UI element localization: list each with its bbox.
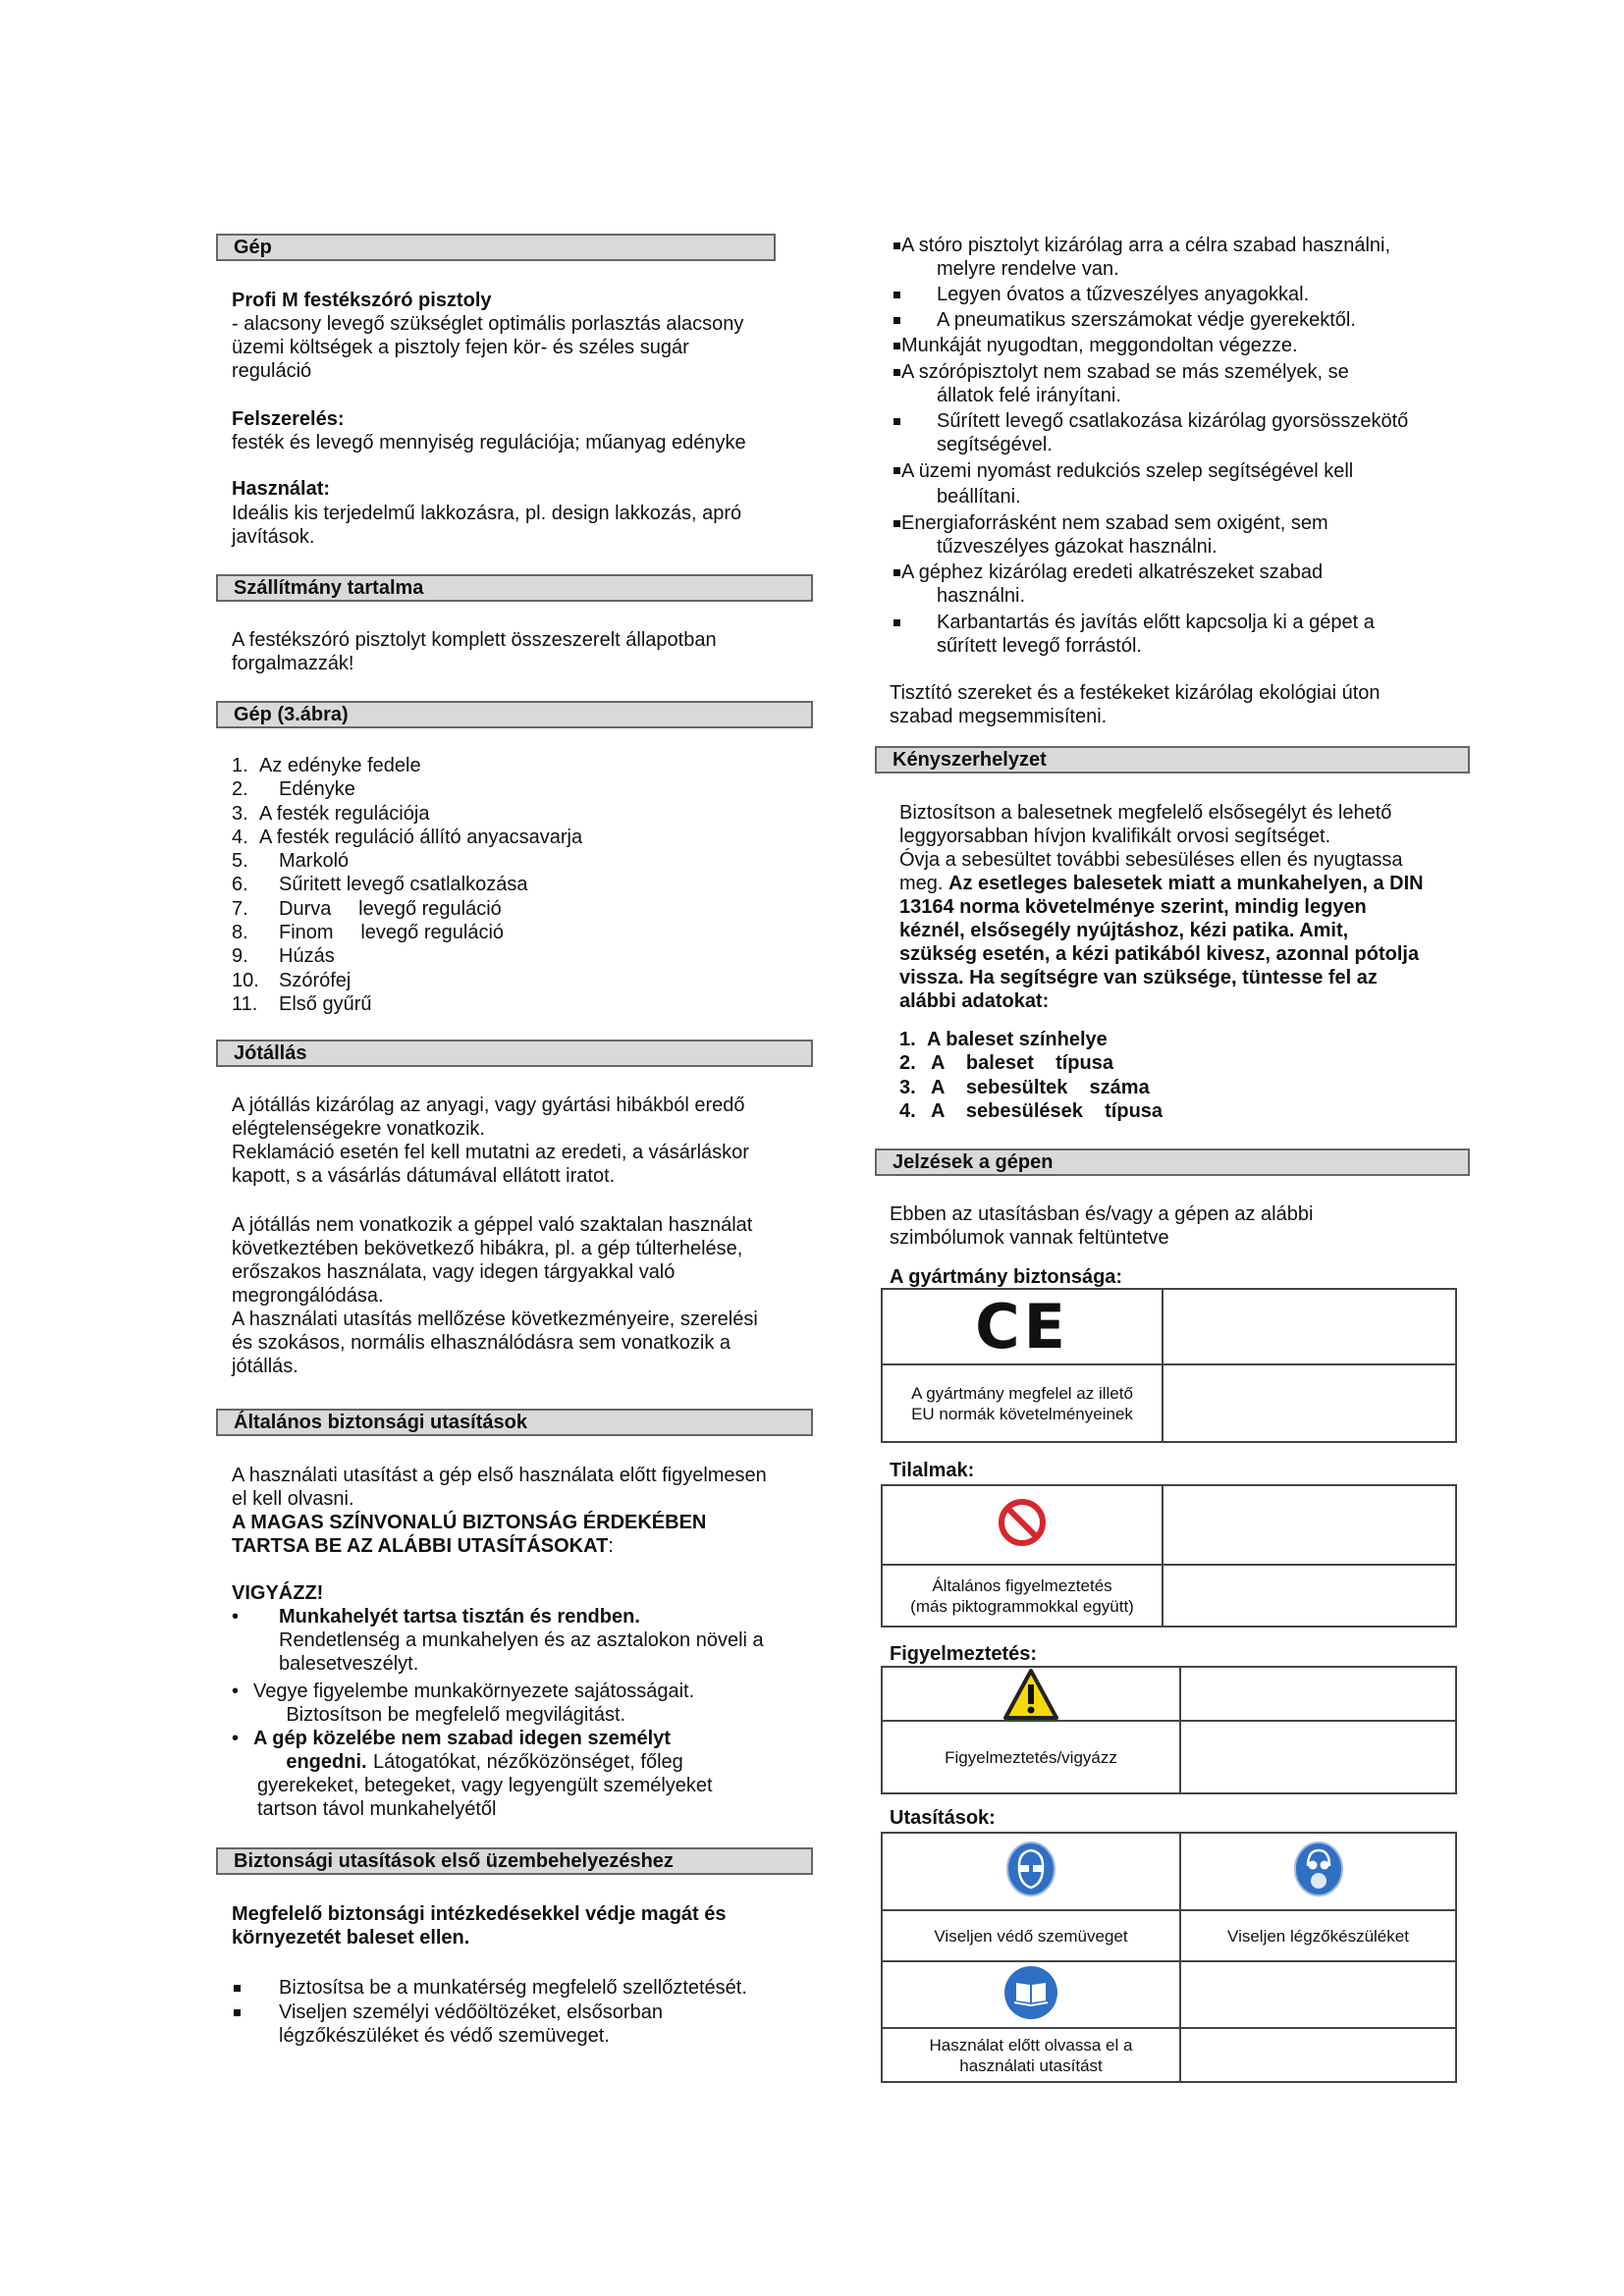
ce-table: [881, 1288, 1457, 1443]
empty-cell: [1180, 1721, 1456, 1793]
list-item: Munkáját nyugodtan, meggondoltan végezze.: [875, 334, 1464, 357]
respirator-icon-cell: [1180, 1833, 1456, 1910]
list-item: 3. A sebesültek száma: [899, 1076, 1150, 1098]
warranty-paragraph-2: A jótállás nem vonatkozik a géppel való szaktalan használat következtében bekövetkező hibákra, pl. a gép túlterhelése, erőszakos használata, vagy idegen tárgyakkal való megrongálódása. A használati utasítás mellőzése következményeire, szerelési és szokásos, normális elhasználódásra sem vonatkozik a jótállás.: [232, 1214, 758, 1377]
manual-icon-cell: [882, 1961, 1180, 2028]
bullet-icon: [234, 2009, 241, 2016]
ce-caption: A gyártmány megfelel az illető EU normák követelményeinek: [882, 1364, 1163, 1442]
caution-item: • Munkahelyét tartsa tisztán és rendben. Rendetlenség a munkahelyen és az asztalokon növeli a balesetveszélyt.: [232, 1606, 764, 1675]
section-header-first-use: Biztonsági utasítások első üzembehelyezéshez: [216, 1847, 813, 1875]
ce-mark-icon: CE: [975, 1290, 1069, 1362]
list-item: A pneumatikus szerszámokat védje gyerekektől.: [875, 308, 1464, 332]
list-item: 4. A festék reguláció állító anyacsavarja: [232, 826, 583, 848]
disposal-text: Tisztító szereket és a festékeket kizárólag ekológiai úton szabad megsemmisíteni.: [890, 682, 1380, 727]
general-bold-notice: A MAGAS SZÍNVONALÚ BIZTONSÁG ÉRDEKÉBEN TARTSA BE AZ ALÁBBI UTASÍTÁSOKAT:: [232, 1512, 707, 1557]
list-item: 6. Sűritett levegő csatlalkozása: [232, 874, 528, 896]
product-title: Profi M festékszóró pisztoly: [232, 290, 492, 311]
list-item: A üzemi nyomást redukciós szelep segítségével kell beállítani.: [875, 458, 1464, 509]
warning-caption: Figyelmeztetés/vigyázz: [882, 1721, 1180, 1793]
list-item: A géphez kizárólag eredeti alkatrészeket szabad használni.: [875, 561, 1464, 608]
bullet-icon: •: [232, 1728, 240, 1749]
equipment-text: festék és levegő mennyiség regulációja; műanyag edényke: [232, 432, 746, 454]
first-use-item: Biztosítsa be a munkatérség megfelelő szellőztetését.: [232, 1976, 782, 2000]
general-intro: A használati utasítást a gép első használata előtt figyelmesen el kell olvasni.: [232, 1465, 767, 1510]
section-header-delivery: Szállítmány tartalma: [216, 574, 813, 602]
emergency-list: [899, 1028, 1449, 1123]
rules-list: [875, 234, 1464, 659]
bullet-icon: •: [232, 1681, 240, 1702]
respirator-icon: [1293, 1841, 1344, 1897]
list-item: A stóro pisztolyt kizárólag arra a célra szabad használni, melyre rendelve van.: [875, 234, 1464, 281]
bullet-icon: [893, 369, 900, 376]
bullet-icon: •: [232, 1606, 240, 1628]
empty-cell: [1163, 1289, 1456, 1364]
safety-goggles-icon: [1005, 1841, 1056, 1897]
usage-text: Ideális kis terjedelmű lakkozásra, pl. design lakkozás, apró javítások.: [232, 503, 742, 548]
warning-triangle-icon: [1003, 1669, 1058, 1720]
bullet-icon: [893, 317, 900, 324]
bullet-icon: [893, 418, 900, 425]
prohibition-caption: Általános figyelmeztetés (más piktogrammokkal együtt): [882, 1565, 1163, 1627]
warning-icon-cell: [882, 1667, 1180, 1721]
empty-cell: [1163, 1565, 1456, 1627]
warranty-paragraph-1: A jótállás kizárólag az anyagi, vagy gyártási hibákból eredő elégtelenségekre vonatkozik. Reklamáció esetén fel kell mutatni az eredeti, a vásárláskor kapott, s a vásárlás dátumával ellátott iratot.: [232, 1095, 749, 1187]
section-header-parts: Gép (3.ábra): [216, 701, 813, 728]
list-item: 10. Szórófej: [232, 969, 352, 991]
caution-item: • Vegye figyelembe munkakörnyezete sajátosságait. Biztosítson be megfelelő megvilágitást.: [232, 1681, 695, 1726]
bullet-icon: [893, 520, 900, 527]
caution-title: VIGYÁZZ!: [232, 1582, 324, 1604]
empty-cell: [1163, 1485, 1456, 1565]
warning-label: Figyelmeztetés:: [890, 1643, 1038, 1665]
emergency-text: Biztosítson a balesetnek megfelelő elsősegélyt és lehető leggyorsabban hívjon kvalifikált orvosi segítséget. Óvja a sebesültet további sebesüléses ellen és nyugtassa meg. Az esetleges balesetek miatt a munkahelyen, a DIN 13164 norma követelménye szerint, mindig legyen kéznél, elsősegély nyújtáshoz, kézi patika. Amit, szükség esetén, a kézi patikából kivesz, azonnal pótolja vissza. Ha segítségre van szüksége, tüntesse fel az alábbi adatokat:: [899, 802, 1424, 1012]
first-use-bold: Megfelelő biztonsági intézkedésekkel védje magát és környezetét baleset ellen.: [232, 1903, 727, 1949]
list-item: 9. Húzás: [232, 945, 335, 968]
list-item: A szórópisztolyt nem szabad se más személyek, se állatok felé irányítani.: [875, 360, 1464, 407]
delivery-text: A festékszóró pisztolyt komplett összeszerelt állapotban forgalmazzák!: [232, 629, 717, 674]
empty-cell: [1180, 1961, 1456, 2028]
product-description: - alacsony levegő szükséglet optimális porlasztás alacsony üzemi költségek a pisztoly fejen kör- és széles sugár reguláció: [232, 313, 744, 382]
warning-table: [881, 1666, 1457, 1794]
list-item: Sűrített levegő csatlakozása kizárólag gyorsösszekötő segítségével.: [875, 409, 1464, 456]
list-item: 4. A sebesülések típusa: [899, 1099, 1164, 1122]
bullet-icon: [234, 1985, 241, 1992]
bullet-icon: [893, 467, 900, 474]
first-use-item: Viseljen személyi védőöltözéket, elsősorban légzőkészüléket és védő szemüveget.: [232, 2001, 782, 2048]
bullet-icon: [893, 569, 900, 576]
product-safety-label: A gyártmány biztonsága:: [890, 1266, 1123, 1288]
prohibition-icon: [998, 1496, 1047, 1549]
list-item: 8. Finom levegő reguláció: [232, 922, 505, 944]
prohibitions-label: Tilalmak:: [890, 1460, 975, 1481]
usage-title: Használat:: [232, 478, 331, 500]
respirator-caption: Viseljen légzőkészüléket: [1180, 1910, 1456, 1961]
list-item: Legyen óvatos a tűzveszélyes anyagokkal.: [875, 283, 1464, 306]
list-item: 1. A baleset színhelye: [899, 1029, 1108, 1050]
list-item: 3. A festék regulációja: [232, 802, 430, 825]
bullet-icon: [893, 343, 900, 349]
section-header-gep: Gép: [216, 234, 776, 261]
ce-mark-cell: [882, 1289, 1163, 1364]
section-header-general-safety: Általános biztonsági utasítások: [216, 1409, 813, 1436]
signs-intro: Ebben az utasításban és/vagy a gépen az alábbi szimbólumok vannak feltüntetve: [890, 1203, 1314, 1249]
caution-item: • A gép közelébe nem szabad idegen személyt engedni. Látogatókat, nézőközönséget, főleg gyerekeket, betegeket, vagy legyengült személyeket tartson távol munkahelyétől: [232, 1728, 713, 1820]
list-item: Energiaforrásként nem szabad sem oxigént, sem tűzveszélyes gázokat használni.: [875, 511, 1464, 559]
list-item: Karbantartás és javítás előtt kapcsolja ki a gépet a sűrített levegő forrástól.: [875, 611, 1464, 658]
equipment-title: Felszerelés:: [232, 408, 345, 430]
parts-list: [232, 754, 782, 1016]
list-item: 2. A baleset típusa: [899, 1052, 1113, 1075]
list-item: 1. Az edényke fedele: [232, 755, 421, 776]
section-header-signs: Jelzések a gépen: [875, 1148, 1470, 1176]
bullet-icon: [893, 242, 900, 249]
instructions-table: [881, 1832, 1457, 2083]
list-item: 2. Edényke: [232, 778, 355, 801]
list-item: 7. Durva levegő reguláció: [232, 897, 502, 920]
empty-cell: [1180, 1667, 1456, 1721]
empty-cell: [1180, 2028, 1456, 2082]
prohibitions-table: [881, 1484, 1457, 1628]
instructions-label: Utasítások:: [890, 1807, 996, 1829]
goggles-caption: Viseljen védő szemüveget: [882, 1910, 1180, 1961]
list-item: 11. Első gyűrű: [232, 992, 372, 1015]
goggles-icon-cell: [882, 1833, 1180, 1910]
section-header-warranty: Jótállás: [216, 1040, 813, 1067]
prohibition-icon-cell: [882, 1485, 1163, 1565]
bullet-icon: [893, 292, 900, 298]
list-item: 5. Markoló: [232, 850, 350, 873]
bullet-icon: [893, 619, 900, 626]
section-header-emergency: Kényszerhelyzet: [875, 746, 1470, 774]
empty-cell: [1163, 1364, 1456, 1442]
read-manual-icon: [1003, 1963, 1058, 2022]
manual-caption: Használat előtt olvassa el a használati utasítást: [882, 2028, 1180, 2082]
